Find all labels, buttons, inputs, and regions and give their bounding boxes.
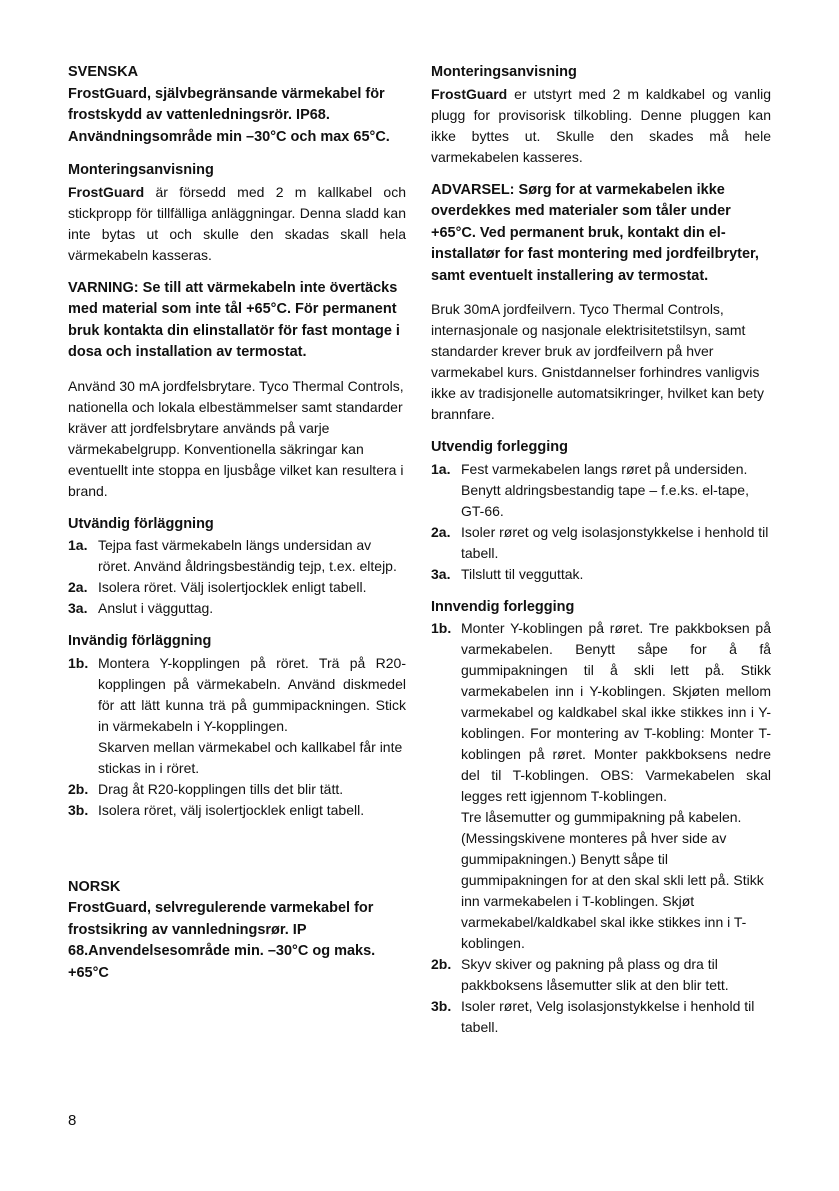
- right-column: [431, 62, 771, 1038]
- install-text: er utstyrt med 2 m kaldkabel og vanlig plugg for provisorisk tilkobling. Denne pluggen kan ikke byttes ut. Skulle den skades må hele varmekabelen kasseres.: [431, 85, 771, 165]
- step-text: Fest varmekabelen langs røret på undersiden. Benytt aldringsbestandig tape – f.e.ks. el-tape, GT-66.: [461, 460, 749, 519]
- step-number: 1a.: [68, 537, 88, 553]
- install-paragraph-no: [431, 84, 771, 168]
- step-2b-no: [431, 954, 771, 996]
- step-text: Monter Y-koblingen på røret. Tre pakkboksen på varmekabelen. Benytt såpe for å få gummipakningen til å skli lett på. Stikk varmekabelen inn i Y-koblingen. Skjøten mellom varmekabel og kaldkabel skal ikke stikkes inn i Y-koblingen. For montering av T-kobling: Monter T-koblingen på røret. Monter pakkboksens nedre del til T-koblingen. OBS: Varmekabelen skal legges rett igjennom T-koblingen.: [461, 620, 771, 804]
- step-1b-note-no: Tre låsemutter og gummipakning på kabelen. (Messingskivene monteres på hver side av gummipakningen.) Benytt såpe til gummipakningen for at den skal skli lett på. Stikk inn varmekabelen i T-koblingen. Skjøt varmekabel/kaldkabel skal ikke stikkes inn i T-koblingen.: [461, 809, 764, 951]
- rcd-paragraph-no: Bruk 30mA jordfeilvern. Tyco Thermal Controls, internasjonale og nasjonale elektrisitetstilsyn, samt standarder krever bruk av jordfeilvern på hver varmekabel kurs. Gnistdannelser forhindres vanligvis ikke av tradisjonelle automatsikringer, hvilket kan bety brannfare.: [431, 301, 765, 422]
- brand-name: FrostGuard: [431, 85, 508, 102]
- step-2a-no: [431, 522, 771, 564]
- step-3a-no: [431, 564, 771, 585]
- step-1b-no: [431, 618, 771, 807]
- step-3a-sv: [68, 598, 406, 619]
- step-1a-sv: [68, 535, 406, 577]
- step-number: 3a.: [68, 600, 88, 616]
- section-title-norsk: NORSK: [68, 878, 121, 895]
- step-number: 3b.: [431, 998, 452, 1014]
- step-text: Skyv skiver og pakning på plass og dra til pakkboksens låsemutter slik at den blir tett.: [461, 956, 729, 993]
- brand-name: FrostGuard: [68, 183, 145, 200]
- install-text: är försedd med 2 m kallkabel och stickpropp för tillfälliga anläggningar. Denna sladd kan inte bytas ut och skulle den skadas skall hela värmekabeln kasseras.: [68, 183, 406, 263]
- step-number: 1a.: [431, 460, 451, 477]
- step-3b-no: [431, 996, 771, 1038]
- section-title-svenska: SVENSKA: [68, 64, 139, 80]
- step-text: Isoler røret og velg isolasjonstykkelse i henhold til tabell.: [461, 523, 769, 561]
- install-heading-sv: Monteringsanvisning: [68, 162, 214, 178]
- step-text: Anslut i vägguttag.: [98, 600, 214, 616]
- step-text: Tejpa fast värmekabeln längs undersidan av röret. Använd åldringsbeständig tejp, t.ex. eltejp.: [98, 537, 397, 574]
- install-heading-no: Monteringsanvisning: [431, 64, 577, 80]
- indoor-heading-sv: Invändig förläggning: [68, 633, 212, 649]
- step-number: 3b.: [68, 801, 89, 818]
- outdoor-heading-sv: Utvändig förläggning: [68, 515, 214, 532]
- product-heading-sv: FrostGuard, självbegränsande värmekabel för frostskydd av vattenledningsrör. IP68. Användningsområde min –30°C och max 65°C.: [68, 85, 390, 145]
- product-heading-no: FrostGuard, selvregulerende varmekabel for frostsikring av vannledningsrør. IP 68.Anvendelsesområde min. –30°C og maks. +65°C: [68, 900, 376, 981]
- step-1a-no: [431, 459, 771, 522]
- page-number: 8: [68, 1112, 77, 1129]
- install-paragraph-sv: [68, 182, 406, 266]
- step-text: Isolera röret, välj isolertjocklek enligt tabell.: [98, 801, 365, 818]
- step-3b-sv: [68, 800, 406, 821]
- step-text: Tilslutt til vegguttak.: [461, 565, 584, 582]
- step-text: Isolera röret. Välj isolertjocklek enligt tabell.: [98, 579, 367, 595]
- indoor-heading-no: Innvendig forlegging: [431, 598, 575, 615]
- step-number: 3a.: [431, 565, 451, 582]
- rcd-paragraph-sv: Använd 30 mA jordfelsbrytare. Tyco Thermal Controls, nationella och lokala elbestämmelser samt standarder kräver att jordfelsbrytare används på varje värmekabelgrupp. Konventionella säkringar kan eventuellt inte stoppa en ljusbåge vilket kan resultera i brand.: [68, 377, 404, 499]
- outdoor-heading-no: Utvendig forlegging: [431, 439, 568, 455]
- step-2a-sv: [68, 577, 406, 598]
- step-number: 2b.: [68, 780, 89, 797]
- step-number: 2b.: [431, 956, 452, 972]
- warning-text-no: ADVARSEL: Sørg for at varmekabelen ikke overdekkes med materialer som tåler under +65°C. Ved permanent bruk, kontakt din el-installatør for fast montering med jordfeilbryter, samt eventuelt installering av termostat.: [431, 181, 759, 284]
- step-number: 1b.: [68, 654, 89, 671]
- left-column: [68, 62, 406, 984]
- step-number: 2a.: [431, 523, 451, 540]
- step-2b-sv: [68, 779, 406, 800]
- step-1b-note-sv: Skarven mellan värmekabel och kallkabel får inte stickas in i röret.: [98, 738, 403, 776]
- warning-text-sv: VARNING: Se till att värmekabeln inte övertäcks med material som inte tål +65°C. För permanent bruk kontakta din elinstallatör för fast montage i dosa och installation av termostat.: [68, 279, 400, 360]
- step-1b-sv: [68, 653, 406, 737]
- step-number: 1b.: [431, 620, 452, 636]
- step-number: 2a.: [68, 579, 88, 595]
- step-text: Isoler røret, Velg isolasjonstykkelse i henhold til tabell.: [461, 998, 755, 1035]
- step-text: Montera Y-kopplingen på röret. Trä på R20-kopplingen på värmekabeln. Använd diskmedel för att lätt kunna trä på gummipackningen. Stick in värmekabeln i Y-kopplingen.: [98, 654, 406, 734]
- step-text: Drag åt R20-kopplingen tills det blir tätt.: [98, 780, 344, 797]
